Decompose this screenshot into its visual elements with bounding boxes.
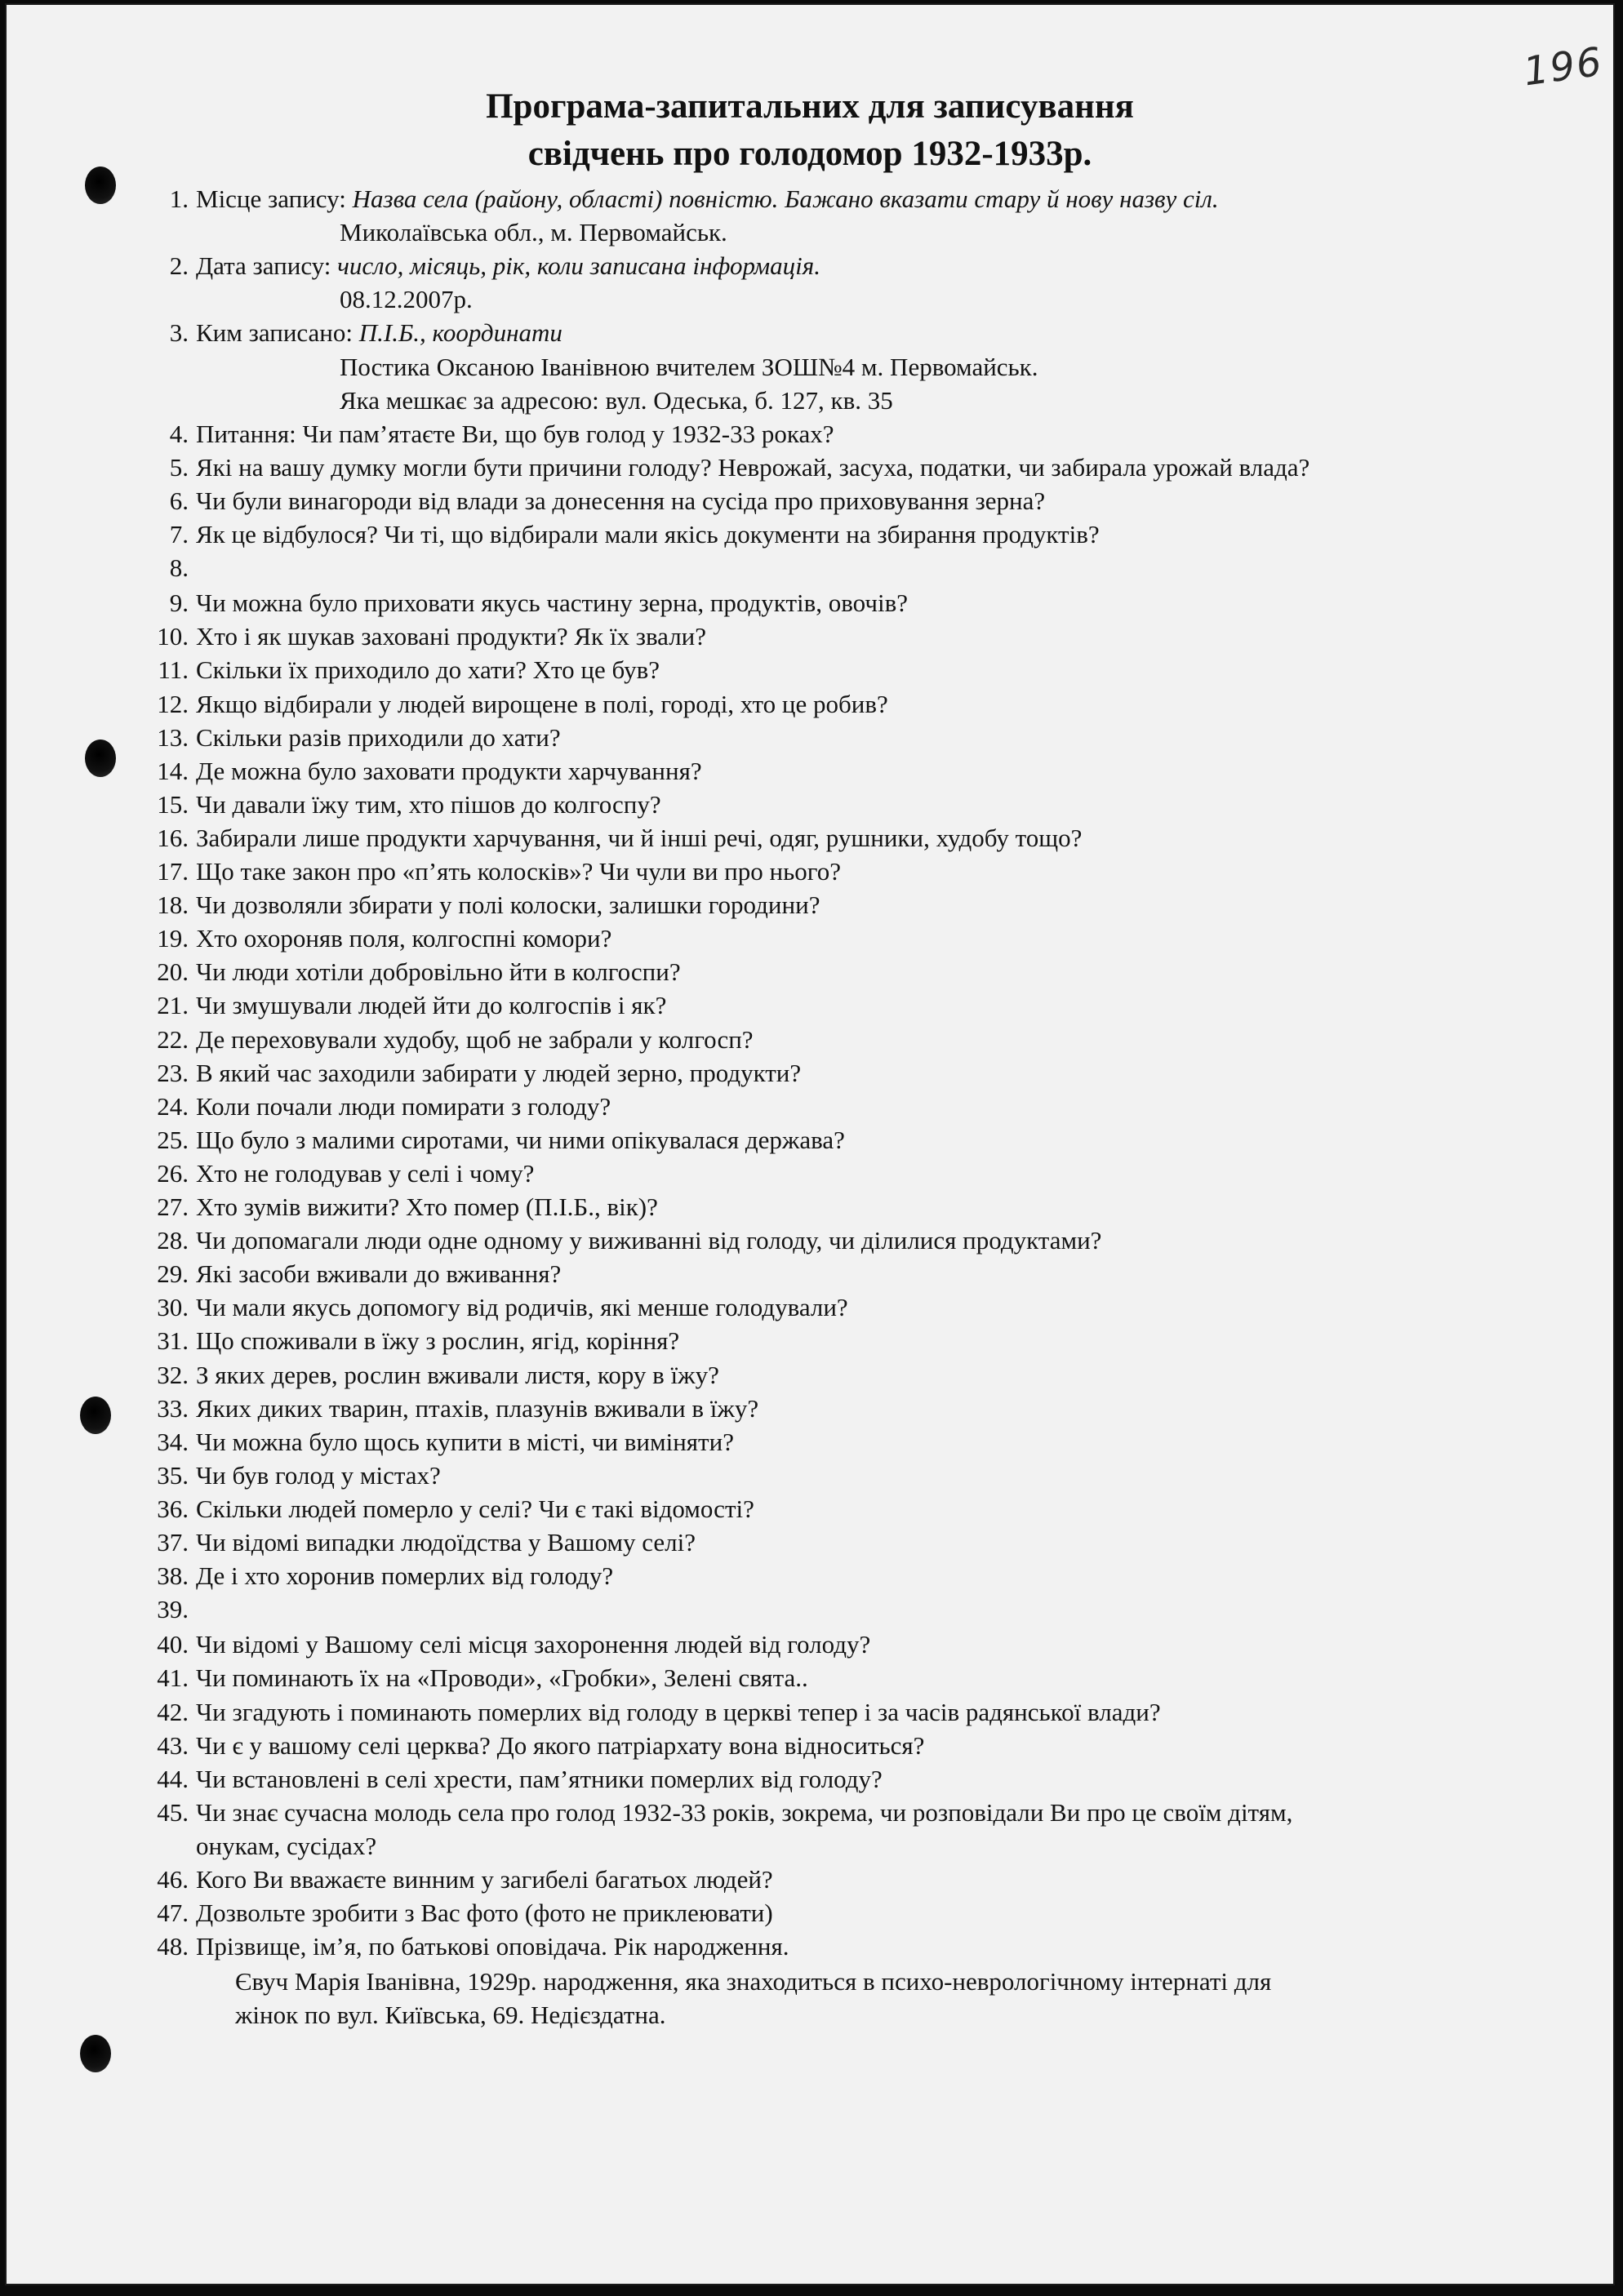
question-text: Забирали лише продукти харчування, чи й інші речі, одяг, рушники, худобу тощо?	[196, 823, 1083, 852]
question-text: Чи мали якусь допомогу від родичів, які менше голодували?	[196, 1293, 848, 1322]
questionnaire-item	[7, 1592, 1613, 1628]
questionnaire-item	[7, 1728, 1613, 1764]
item-number: 3.	[169, 318, 189, 348]
questionnaire-item	[7, 315, 1613, 351]
question-text: Чи згадують і поминають померлих від голоду в церкві тепер і за часів радянської влади?	[196, 1697, 1161, 1726]
questionnaire-item	[7, 1357, 1613, 1393]
question-text: Чи можна було приховати якусь частину зерна, продуктів, овочів?	[196, 588, 908, 618]
questionnaire-item	[7, 1089, 1613, 1125]
questionnaire-item	[7, 1122, 1613, 1158]
question-text: Чи давали їжу тим, хто пішов до колгоспу?	[196, 789, 661, 819]
item-number: 33.	[157, 1393, 189, 1423]
answer-recorder-address: Яка мешкає за адресою: вул. Одеська, б. 127, кв. 35	[340, 385, 893, 415]
questionnaire-item	[7, 887, 1613, 923]
question-text: Як це відбулося? Чи ті, що відбирали мали якісь документи на збирання продуктів?	[196, 520, 1100, 548]
item-number: 32.	[157, 1360, 189, 1389]
question-text: Дозвольте зробити з Вас фото (фото не приклеювати)	[196, 1899, 773, 1928]
item-number: 37.	[157, 1528, 189, 1557]
item-number: 46.	[157, 1865, 189, 1894]
item-number: 8.	[169, 553, 189, 583]
item-number: 44.	[157, 1764, 189, 1793]
field-hint: П.І.Б., координати	[358, 318, 562, 348]
item-number: 12.	[157, 689, 189, 718]
question-text: Коли почали люди помирати з голоду?	[196, 1091, 611, 1121]
item-number: 21.	[157, 991, 189, 1020]
item-number: 29.	[157, 1259, 189, 1289]
question-text: Чи відомі випадки людоїдства у Вашому селі?	[196, 1528, 696, 1557]
answer-narrator-status: жінок по вул. Київська, 69. Недієздатна.	[235, 2001, 666, 2030]
questionnaire-item	[7, 1189, 1613, 1225]
question-text: Скільки їх приходило до хати? Хто це був?	[196, 655, 660, 685]
item-number: 16.	[157, 823, 189, 852]
questionnaire-item	[7, 1558, 1613, 1594]
item-number: 28.	[157, 1226, 189, 1255]
questionnaire-item	[7, 720, 1613, 756]
question-text: Які на вашу думку могли бути причини голоду? Неврожай, засуха, податки, чи забирала урожай влада?	[196, 452, 1310, 482]
item-number: 15.	[157, 789, 189, 819]
questionnaire-item	[7, 416, 1613, 452]
item-number: 40.	[157, 1630, 189, 1659]
question-text: Яких диких тварин, птахів, плазунів вживали в їжу?	[196, 1393, 759, 1423]
questionnaire-list	[7, 5, 1613, 2284]
field-hint: Назва села (району, області) повністю. Бажано вказати стару й нову назву сіл.	[352, 184, 1219, 213]
item-number: 30.	[157, 1293, 189, 1322]
item-number: 48.	[157, 1932, 189, 1961]
document-title-line1: Програма-запитальних для записування	[486, 87, 1134, 126]
questionnaire-item	[7, 1627, 1613, 1663]
questionnaire-item	[7, 1795, 1613, 1831]
item-number: 34.	[157, 1427, 189, 1456]
answer-date: 08.12.2007р.	[340, 285, 473, 314]
item-number: 23.	[157, 1058, 189, 1087]
questionnaire-item	[7, 181, 1613, 217]
item-number: 35.	[157, 1460, 189, 1490]
question-text: З яких дерев, рослин вживали листя, кору в їжу?	[196, 1360, 719, 1389]
questionnaire-item	[7, 1290, 1613, 1326]
question-text: Якщо відбирали у людей вирощене в полі, городі, хто це робив?	[196, 689, 888, 718]
question-text: Чи можна було щось купити в місті, чи виміняти?	[196, 1427, 734, 1456]
answer-line	[7, 383, 1613, 419]
question-text: Чи поминають їх на «Проводи», «Гробки», Зелені свята..	[196, 1663, 808, 1693]
item-number: 26.	[157, 1158, 189, 1188]
questionnaire-item	[7, 1256, 1613, 1292]
question-text: Хто охороняв поля, колгоспні комори?	[196, 924, 612, 953]
field-hint: число, місяць, рік, коли записана інформація.	[337, 251, 820, 281]
item-number: 20.	[157, 957, 189, 987]
questionnaire-item	[7, 517, 1613, 553]
item-number: 10.	[157, 622, 189, 651]
item-number: 14.	[157, 756, 189, 785]
questionnaire-item	[7, 1525, 1613, 1561]
item-number: 36.	[157, 1494, 189, 1523]
question-text: Скільки людей померло у селі? Чи є такі відомості?	[196, 1494, 754, 1523]
item-number: 11.	[158, 655, 189, 685]
questionnaire-item	[7, 1323, 1613, 1359]
questionnaire-item	[7, 1424, 1613, 1460]
answer-line	[7, 1997, 1613, 2033]
question-text: Чи допомагали люди одне одному у виживанні від голоду, чи ділилися продуктами?	[196, 1226, 1102, 1255]
question-text: Чи є у вашому селі церква? До якого патріархату вона відноситься?	[196, 1730, 925, 1760]
questionnaire-item	[7, 1022, 1613, 1058]
answer-narrator: Євуч Марія Іванівна, 1929р. народження, яка знаходиться в психо-неврологічному інтернаті для	[235, 1967, 1272, 1996]
field-label: Дата запису:	[196, 251, 338, 281]
questionnaire-item	[7, 988, 1613, 1024]
questionnaire-item	[7, 753, 1613, 789]
questionnaire-item	[7, 820, 1613, 856]
answer-recorder: Постика Оксаною Іванівною вчителем ЗОШ№4 м. Первомайськ.	[340, 352, 1038, 381]
questionnaire-item	[7, 921, 1613, 957]
answer-line	[7, 1964, 1613, 2000]
item-number: 1.	[169, 184, 189, 213]
document-title-line2: свідчень про голодомор 1932-1933р.	[527, 135, 1092, 173]
question-text: Кого Ви вважаєте винним у загибелі багатьох людей?	[196, 1865, 773, 1894]
field-label: Місце запису:	[196, 184, 353, 213]
question-text: Де і хто хоронив померлих від голоду?	[196, 1561, 614, 1591]
questionnaire-item	[7, 1458, 1613, 1494]
answer-line	[7, 282, 1613, 318]
archive-page-number: 196	[1520, 38, 1607, 95]
questionnaire-item	[7, 585, 1613, 621]
question-text: Скільки разів приходили до хати?	[196, 722, 561, 752]
question-text: Чи відомі у Вашому селі місця захоронення людей від голоду?	[196, 1630, 871, 1659]
answer-line	[7, 349, 1613, 385]
questionnaire-item	[7, 619, 1613, 655]
item-number: 2.	[169, 251, 189, 281]
question-text: Що споживали в їжу з рослин, ягід, коріння?	[196, 1326, 680, 1356]
question-text: Які засоби вживали до вживання?	[196, 1259, 562, 1289]
questionnaire-item	[7, 954, 1613, 990]
question-text: Хто і як шукав заховані продукти? Як їх звали?	[196, 622, 707, 651]
questionnaire-item	[7, 1055, 1613, 1091]
questionnaire-item	[7, 1660, 1613, 1696]
questionnaire-item	[7, 686, 1613, 722]
item-number: 17.	[157, 857, 189, 886]
question-text: Хто зумів вижити? Хто помер (П.І.Б., вік)?	[196, 1192, 658, 1221]
questionnaire-item	[7, 854, 1613, 890]
answer-place: Миколаївська обл., м. Первомайськ.	[340, 218, 727, 247]
questionnaire-item	[7, 1491, 1613, 1527]
question-text: Питання: Чи пам’ятаєте Ви, що був голод у 1932-33 роках?	[196, 419, 834, 448]
question-text: Чи встановлені в селі хрести, пам’ятники померлих від голоду?	[196, 1764, 883, 1793]
questionnaire-item	[7, 652, 1613, 688]
item-number: 31.	[157, 1326, 189, 1356]
item-number: 5.	[169, 452, 189, 482]
item-number: 45.	[157, 1797, 189, 1827]
item-number: 38.	[157, 1561, 189, 1591]
question-text-continued: онукам, сусідах?	[196, 1831, 377, 1860]
question-text: Чи дозволяли збирати у полі колоски, залишки городини?	[196, 890, 820, 920]
questionnaire-item	[7, 1895, 1613, 1931]
question-text: Чи люди хотіли добровільно йти в колгоспи?	[196, 957, 681, 987]
field-label: Ким записано:	[196, 318, 359, 348]
question-text: Прізвище, ім’я, по батькові оповідача. Рік народження.	[196, 1932, 789, 1961]
item-number: 27.	[157, 1192, 189, 1221]
question-text: Де можна було заховати продукти харчування?	[196, 756, 702, 785]
questionnaire-item	[7, 1929, 1613, 1965]
item-number: 9.	[169, 588, 189, 618]
questionnaire-item	[7, 1156, 1613, 1192]
questionnaire-item	[7, 1761, 1613, 1797]
item-number: 6.	[169, 486, 189, 515]
question-text: Що таке закон про «п’ять колосків»? Чи чули ви про нього?	[196, 857, 841, 886]
questionnaire-item	[7, 483, 1613, 519]
questionnaire-item	[7, 450, 1613, 486]
questionnaire-item	[7, 1694, 1613, 1730]
questionnaire-item	[7, 1391, 1613, 1427]
questionnaire-item	[7, 550, 1613, 586]
item-number: 19.	[157, 924, 189, 953]
item-number: 24.	[157, 1091, 189, 1121]
question-text: Де переховували худобу, щоб не забрали у колгосп?	[196, 1024, 754, 1054]
item-number: 43.	[157, 1730, 189, 1760]
question-text: Що було з малими сиротами, чи ними опікувалася держава?	[196, 1125, 845, 1154]
item-number: 4.	[169, 419, 189, 448]
item-number: 41.	[157, 1663, 189, 1693]
question-text: Чи був голод у містах?	[196, 1460, 441, 1490]
question-text: В який час заходили забирати у людей зерно, продукти?	[196, 1058, 802, 1087]
questionnaire-item	[7, 1223, 1613, 1259]
item-number: 7.	[169, 520, 189, 548]
question-text: Чи змушували людей йти до колгоспів і як?	[196, 991, 667, 1020]
answer-line	[7, 215, 1613, 251]
questionnaire-item	[7, 787, 1613, 823]
answer-line	[7, 1828, 1613, 1864]
item-number: 13.	[157, 722, 189, 752]
item-number: 22.	[157, 1024, 189, 1054]
item-number: 18.	[157, 890, 189, 920]
question-text: Чи були винагороди від влади за донесення на сусіда про приховування зерна?	[196, 486, 1046, 515]
question-text: Хто не голодував у селі і чому?	[196, 1158, 535, 1188]
item-number: 42.	[157, 1697, 189, 1726]
questionnaire-item	[7, 248, 1613, 284]
question-text: Чи знає сучасна молодь села про голод 1932-33 років, зокрема, чи розповідали Ви про це своїм дітям,	[196, 1797, 1293, 1827]
item-number: 39.	[157, 1595, 189, 1624]
document-page	[7, 5, 1613, 2284]
questionnaire-item	[7, 1862, 1613, 1898]
item-number: 25.	[157, 1125, 189, 1154]
item-number: 47.	[157, 1899, 189, 1928]
